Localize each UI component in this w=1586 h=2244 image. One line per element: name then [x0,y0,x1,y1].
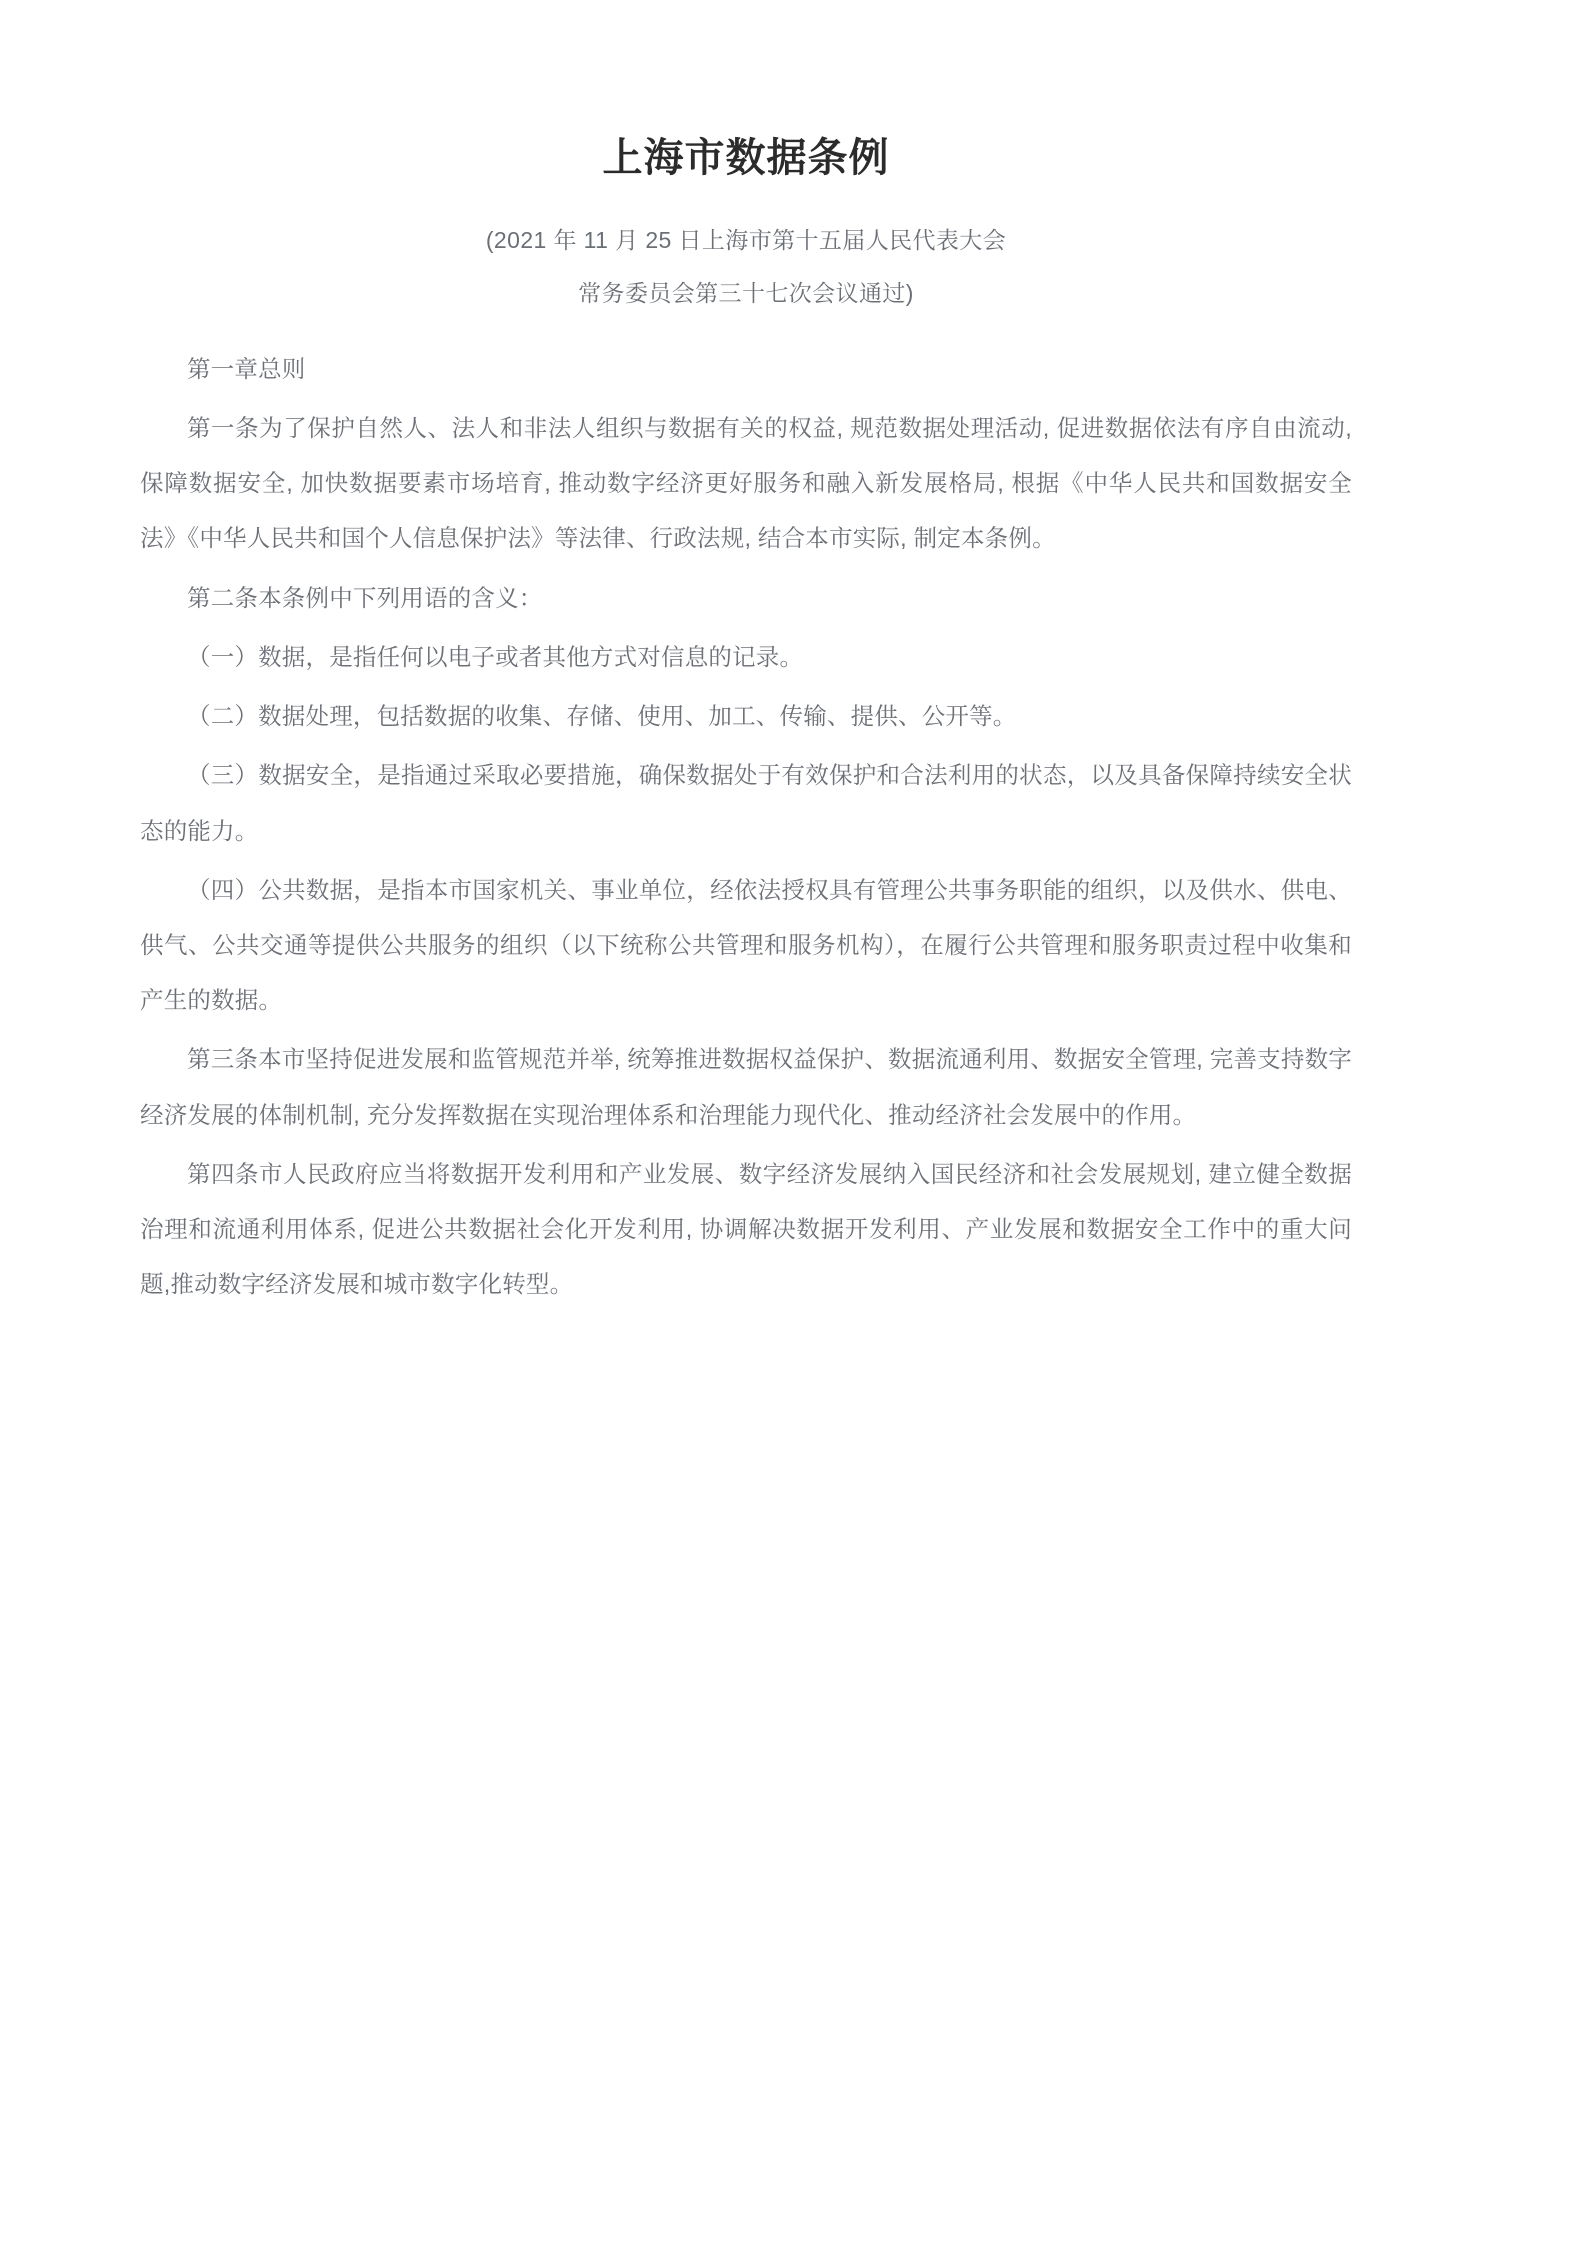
chapter-heading: 第一章总则 [187,355,306,382]
subtitle-line-1: (2021 年 11 月 25 日上海市第十五届人民代表大会 [485,227,1007,253]
definition-item: （四）公共数据，是指本市国家机关、事业单位，经依法授权具有管理公共事务职能的组织，以及供水、供电、供气、公共交通等提供公共服务的组织（以下统称公共管理和服务机构），在履行公共管理和服务职责过程中收集和产生的数据。 [140,876,1352,1014]
definition-item: （二）数据处理，包括数据的收集、存储、使用、加工、传输、提供、公开等。 [187,703,1017,730]
document-content [140,0,1352,1317]
definition-item: （一）数据，是指任何以电子或者其他方式对信息的记录。 [187,643,804,670]
article-paragraph: 第二条本条例中下列用语的含义： [187,584,543,611]
document-body [140,342,1352,1313]
document-subtitle [140,214,1352,320]
definition-item: （三）数据安全，是指通过采取必要措施，确保数据处于有效保护和合法利用的状态，以及具备保障持续安全状态的能力。 [140,762,1352,844]
article-paragraph: 第三条本市坚持促进发展和监管规范并举, 统筹推进数据权益保护、数据流通利用、数据安全管理, 完善支持数字经济发展的体制机制, 充分发挥数据在实现治理体系和治理能力现代化、推动经济社会发展中的作用。 [140,1046,1352,1128]
article-paragraph: 第一条为了保护自然人、法人和非法人组织与数据有关的权益, 规范数据处理活动, 促进数据依法有序自由流动, 保障数据安全, 加快数据要素市场培育, 推动数字经济更好服务和融入新发展格局, 根据《中华人民共和国数据安全法》《中华人民共和国个人信息保护法》等法律、行政法规, 结合本市实际, 制定本条例。 [140,415,1352,552]
article-paragraph: 第四条市人民政府应当将数据开发利用和产业发展、数字经济发展纳入国民经济和社会发展规划, 建立健全数据治理和流通利用体系, 促进公共数据社会化开发利用, 协调解决数据开发利用、产业发展和数据安全工作中的重大问题,推动数字经济发展和城市数字化转型。 [140,1160,1352,1298]
page-title: 上海市数据条例 [602,136,890,180]
subtitle-line-2: 常务委员会第三十七次会议通过) [578,279,914,306]
